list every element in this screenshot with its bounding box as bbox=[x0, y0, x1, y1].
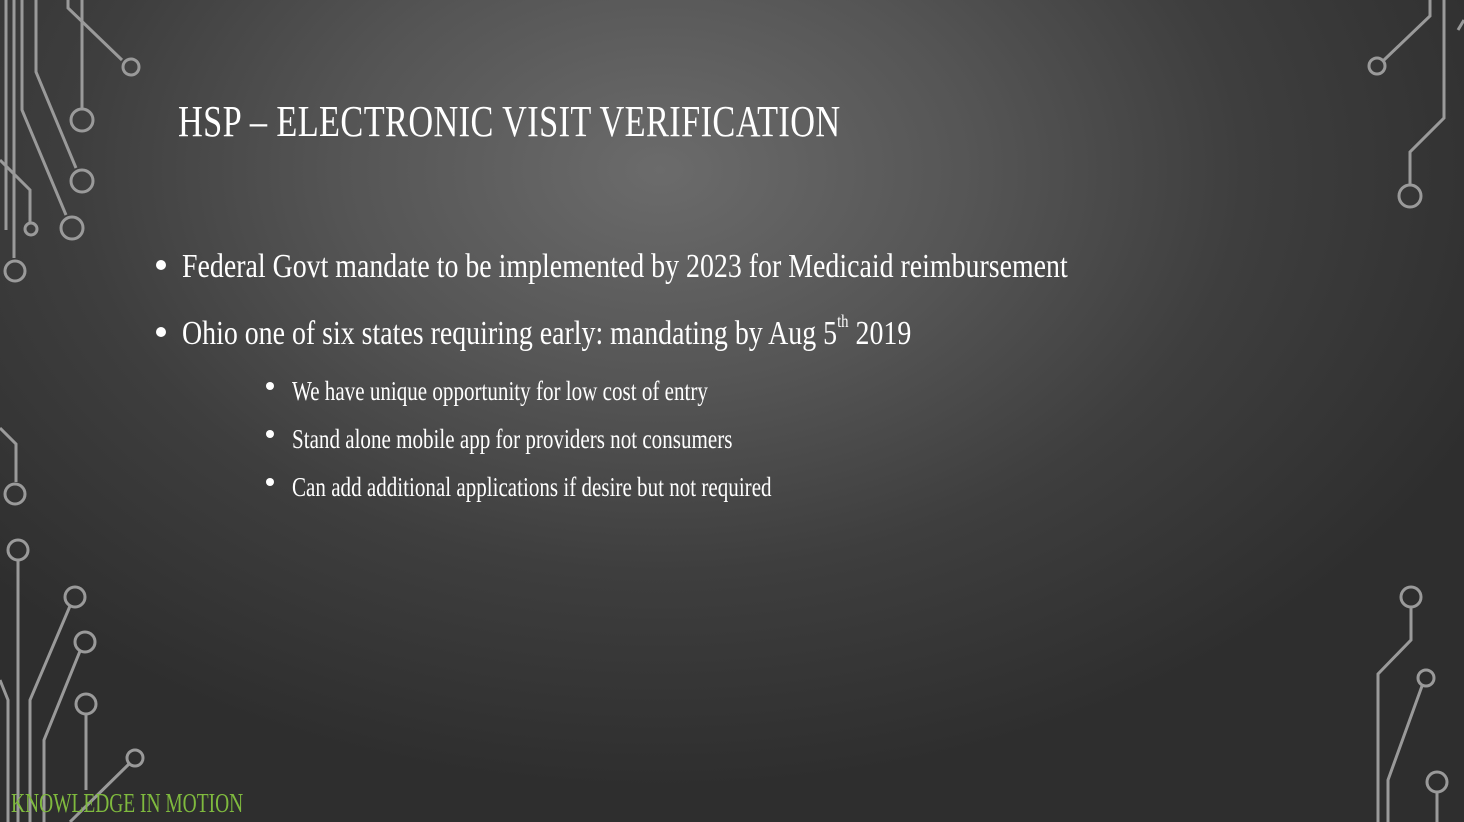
bullet-dot-icon bbox=[156, 260, 166, 270]
circuit-decoration-right-icon bbox=[1340, 0, 1464, 822]
bullet-list bbox=[156, 248, 1306, 382]
bullet-item-federal-mandate bbox=[156, 248, 1306, 315]
sub-bullet-dot-icon bbox=[266, 430, 274, 438]
bullet-text-year: 2019 bbox=[848, 315, 912, 352]
sub-bullet-item bbox=[264, 376, 1164, 424]
sub-bullet-text: Can add additional applications if desire but not required bbox=[292, 472, 772, 502]
sub-bullet-dot-icon bbox=[266, 478, 274, 486]
ordinal-superscript: th bbox=[837, 311, 849, 331]
bullet-dot-icon bbox=[156, 327, 166, 337]
sub-bullet-text: We have unique opportunity for low cost of entry bbox=[292, 376, 708, 406]
bullet-text bbox=[182, 311, 912, 353]
slide-title: HSP – ELECTRONIC VISIT VERIFICATION bbox=[178, 97, 841, 146]
sub-bullet-text: Stand alone mobile app for providers not consumers bbox=[292, 424, 733, 454]
bullet-item-ohio-early bbox=[156, 311, 1306, 382]
bullet-text-main: Ohio one of six states requiring early: mandating by Aug 5 bbox=[182, 315, 838, 352]
sub-bullet-list bbox=[264, 376, 1164, 520]
footer-tagline: KNOWLEDGE IN MOTION bbox=[11, 788, 244, 818]
sub-bullet-item bbox=[264, 472, 1164, 520]
bullet-text: Federal Govt mandate to be implemented by 2023 for Medicaid reimbursement bbox=[182, 248, 1068, 285]
sub-bullet-item bbox=[264, 424, 1164, 472]
sub-bullet-dot-icon bbox=[266, 382, 274, 390]
